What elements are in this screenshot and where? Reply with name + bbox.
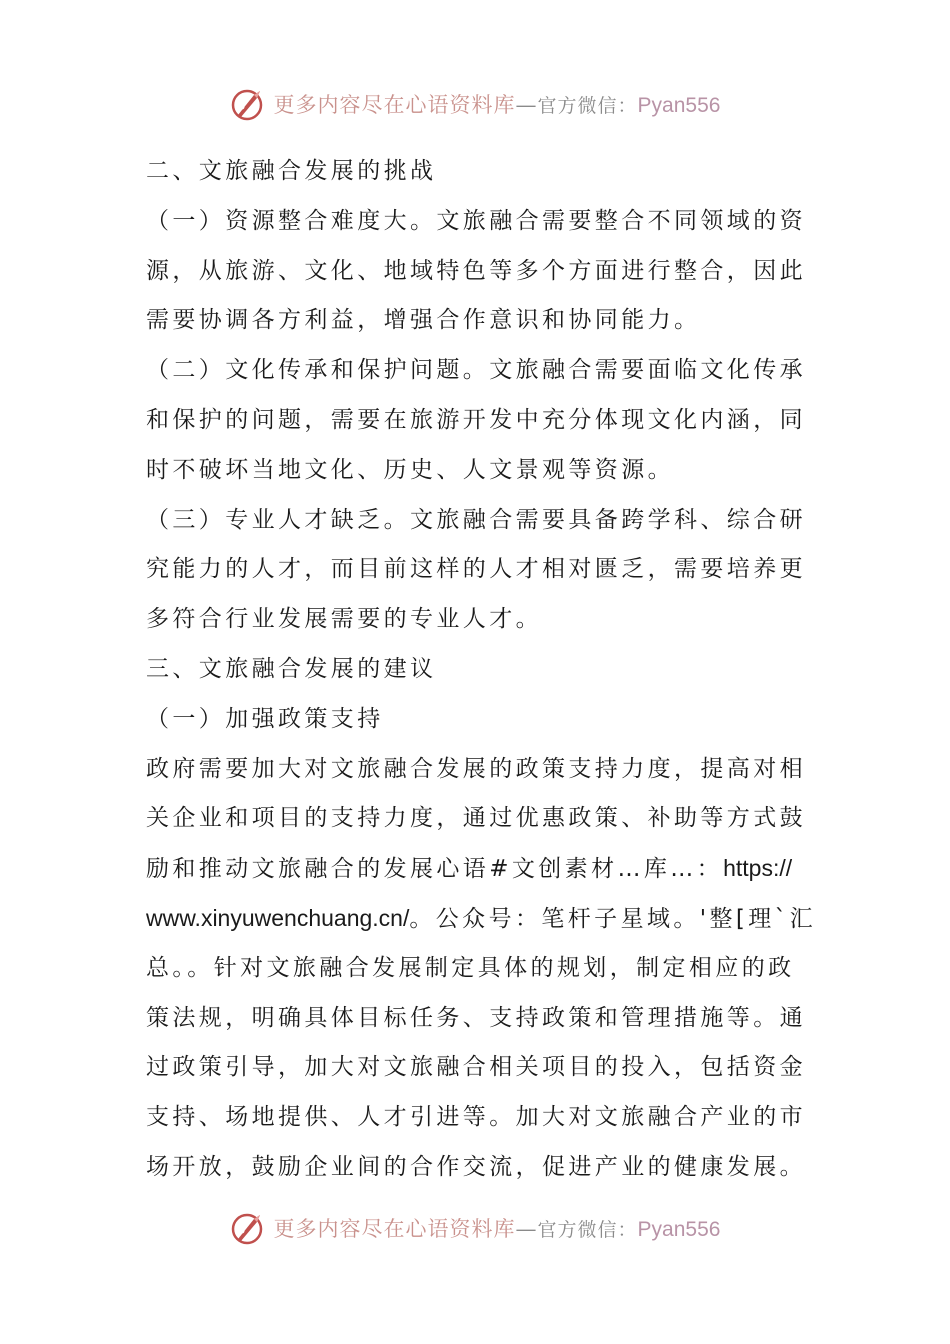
banner-dash: —: [515, 93, 538, 117]
paragraph-line: 总。。针对文旅融合发展制定具体的规划，制定相应的政: [146, 954, 795, 981]
pen-logo-icon: [230, 85, 268, 123]
banner-dash: —: [515, 1217, 538, 1241]
banner-wechat-id: Pyan556: [637, 94, 721, 117]
banner-wechat-label: 官方微信：: [537, 1219, 638, 1241]
banner-brand: 更多内容尽在心语资料库: [273, 93, 516, 117]
paragraph-line: 关企业和项目的支持力度，通过优惠政策、补助等方式鼓: [146, 805, 806, 832]
section-heading: 三、文旅融合发展的建议: [146, 655, 437, 682]
paragraph-line-mixed: [146, 844, 806, 894]
paragraph-line: 政府需要加大对文旅融合发展的政策支持力度，提高对相: [146, 755, 806, 782]
banner-wechat-label: 官方微信：: [537, 95, 638, 117]
paragraph-line: 多符合行业发展需要的专业人才。: [146, 606, 542, 633]
paragraph-line: 需要协调各方利益，增强合作意识和协同能力。: [146, 307, 701, 334]
url-link[interactable]: www.xinyuwenchuang.cn/: [146, 904, 410, 931]
banner-text: [274, 89, 721, 119]
paragraph-line: 场开放，鼓励企业间的合作交流，促进产业的健康发展。: [146, 1153, 806, 1180]
subsection-heading: （一）加强政策支持: [146, 705, 384, 732]
document-body: [146, 147, 816, 1193]
paragraph-text: 励和推动文旅融合的发展心语#文创素材…库…：: [146, 856, 724, 883]
paragraph-line: 策法规，明确具体目标任务、支持政策和管理措施等。通: [146, 1004, 806, 1031]
pen-logo-icon: [230, 1209, 268, 1247]
paragraph-line: （一）资源整合难度大。文旅融合需要整合不同领域的资: [146, 207, 806, 234]
paragraph-line: （二）文化传承和保护问题。文旅融合需要面临文化传承: [146, 357, 806, 384]
paragraph-line-mixed: [146, 894, 816, 944]
paragraph-line: 和保护的问题，需要在旅游开发中充分体现文化内涵，同: [146, 406, 806, 433]
paragraph-text: 。公众号：笔杆子星域。'整[理`汇: [409, 905, 816, 932]
paragraph-line: 过政策引导，加大对文旅融合相关项目的投入，包括资金: [146, 1054, 806, 1081]
paragraph-line: 源，从旅游、文化、地域特色等多个方面进行整合，因此: [146, 257, 806, 284]
paragraph-line: 时不破坏当地文化、历史、人文景观等资源。: [146, 456, 674, 483]
banner-text: [274, 1213, 721, 1243]
paragraph-line: 究能力的人才，而目前这样的人才相对匮乏，需要培养更: [146, 556, 806, 583]
paragraph-line: 支持、场地提供、人才引进等。加大对文旅融合产业的市: [146, 1104, 806, 1131]
header-banner: [0, 84, 950, 124]
paragraph-line: （三）专业人才缺乏。文旅融合需要具备跨学科、综合研: [146, 506, 806, 533]
url-link[interactable]: https://: [723, 855, 793, 882]
banner-wechat-id: Pyan556: [637, 1218, 721, 1241]
banner-brand: 更多内容尽在心语资料库: [273, 1217, 516, 1241]
footer-banner: [0, 1208, 950, 1248]
section-heading: 二、文旅融合发展的挑战: [146, 158, 437, 184]
